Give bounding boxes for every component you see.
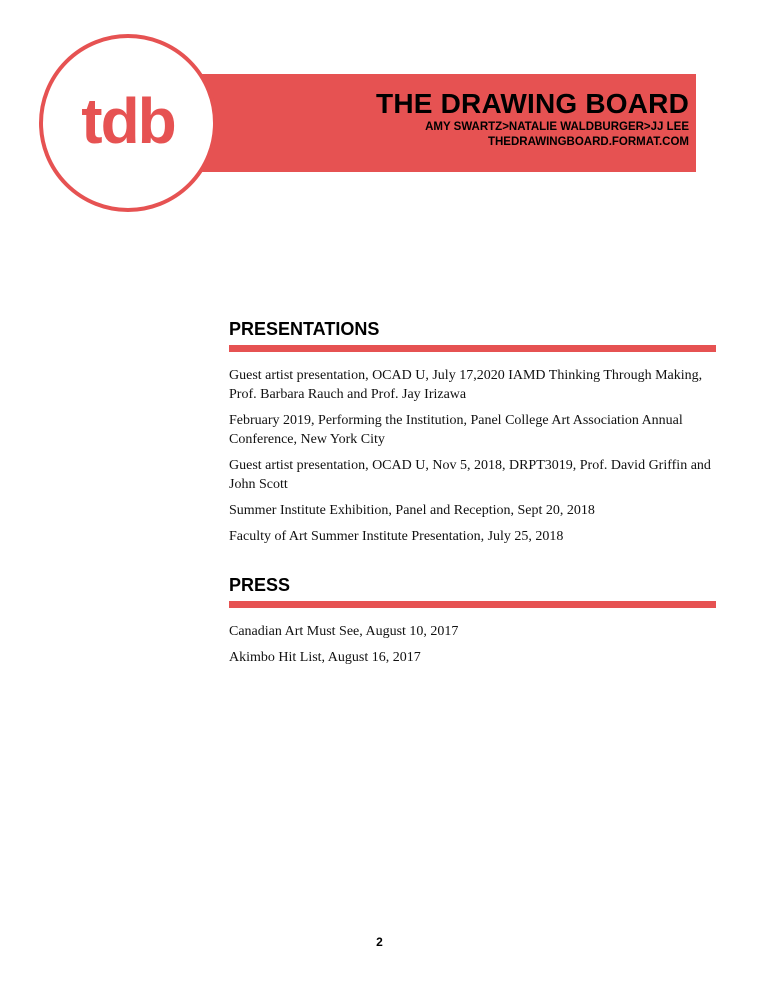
logo-text: tdb [81,85,175,157]
presentations-section [229,318,716,553]
presentation-item: Summer Institute Exhibition, Panel and Reception, Sept 20, 2018 [229,503,595,518]
brand-members: AMY SWARTZ>NATALIE WALDBURGER>JJ LEE [425,121,689,133]
presentation-item: February 2019, Performing the Institution, Panel College Art Association Annual Conference, New York City [229,413,683,447]
press-item: Canadian Art Must See, August 10, 2017 [229,624,459,639]
brand-website: THEDRAWINGBOARD.FORMAT.COM [487,136,689,148]
presentations-heading: PRESENTATIONS [229,319,380,339]
header-text [376,88,689,150]
logo [39,34,217,212]
presentations-rule [229,345,716,352]
presentation-item: Guest artist presentation, OCAD U, Nov 5, 2018, DRPT3019, Prof. David Griffin and John Scott [229,458,711,492]
page-number: 2 [376,935,383,949]
press-section [229,574,716,674]
brand-title: THE DRAWING BOARD [376,88,689,119]
presentation-item: Guest artist presentation, OCAD U, July 17,2020 IAMD Thinking Through Making, Prof. Barbara Rauch and Prof. Jay Irizawa [229,368,703,402]
press-rule [229,601,716,608]
presentation-item: Faculty of Art Summer Institute Presentation, July 25, 2018 [229,529,564,544]
press-heading: PRESS [229,575,291,595]
press-item: Akimbo Hit List, August 16, 2017 [229,650,421,665]
